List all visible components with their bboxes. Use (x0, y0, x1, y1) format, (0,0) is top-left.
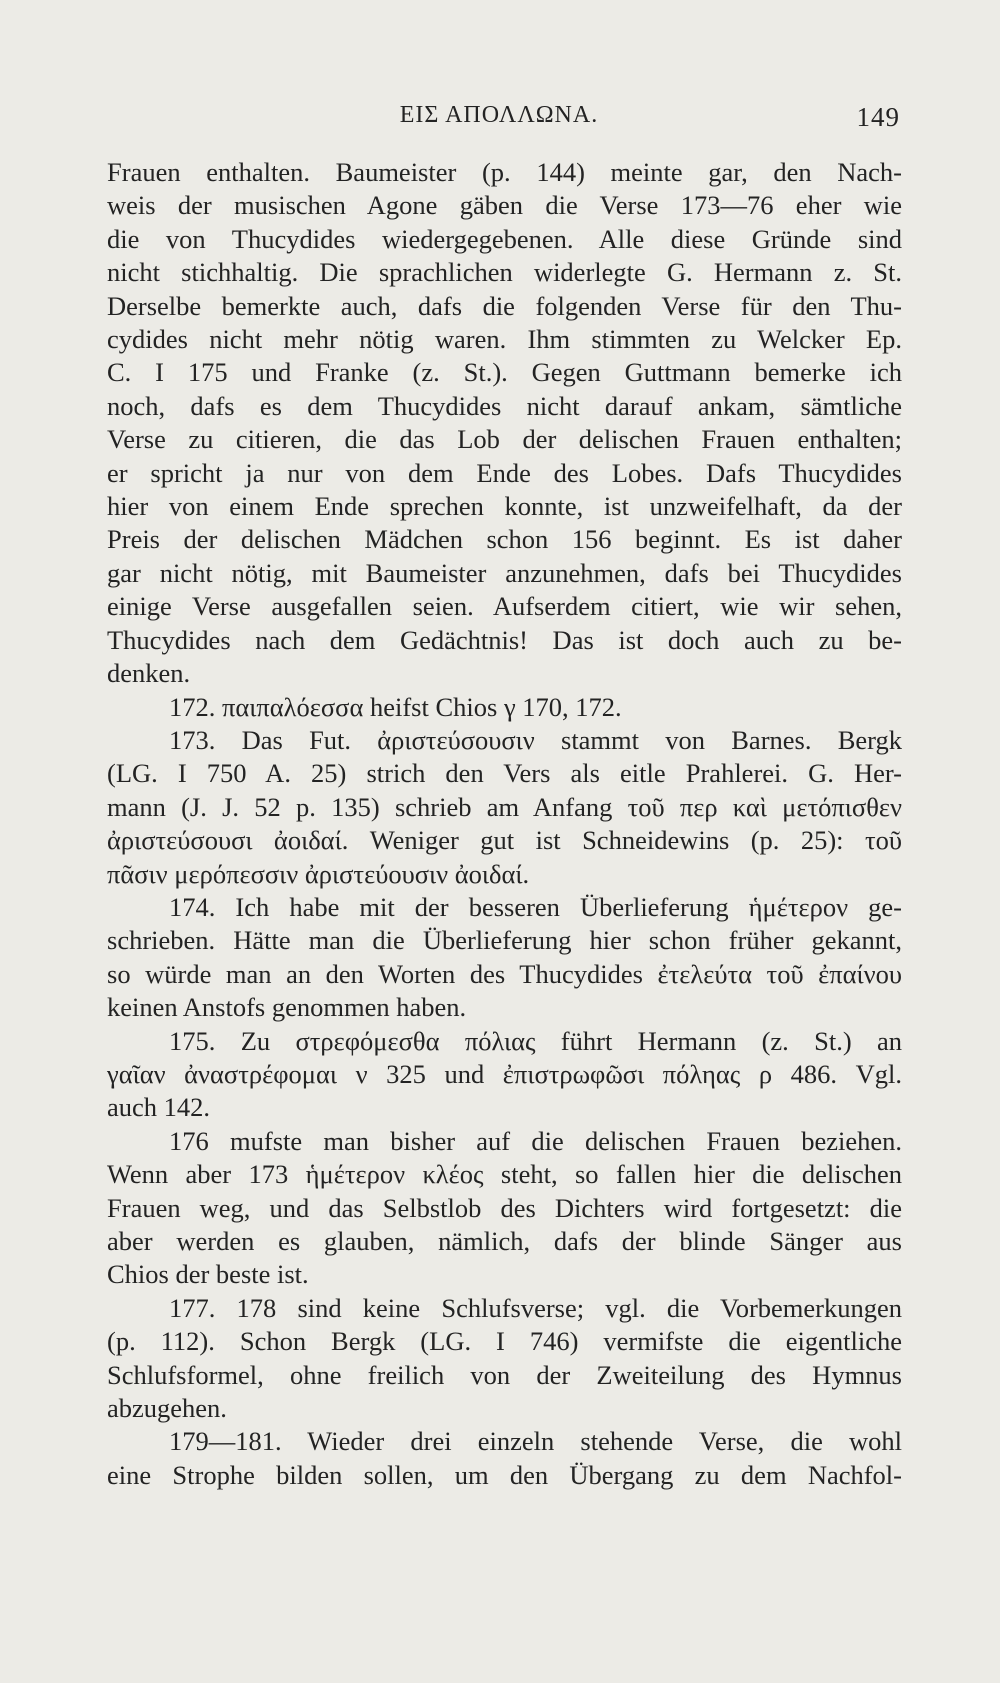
text-line: 176 mufste man bisher auf die delischen Frauen beziehen. (169, 1125, 902, 1156)
text-line: abzugehen. (107, 1393, 227, 1424)
paragraph (107, 1425, 902, 1492)
text-line: Derselbe bemerkte auch, dafs die folgenden Verse für den Thu- (107, 290, 902, 321)
text-line: 175. Zu στρεφόμεσθα πόλιας führt Hermann (z. St.) an (169, 1025, 902, 1056)
text-line: ἀριστεύσουσι ἀοιδαί. Weniger gut ist Schneidewins (p. 25): τοῦ (107, 825, 902, 856)
text-line: Thucydides nach dem Gedächtnis! Das ist doch auch zu be- (107, 624, 902, 655)
text-line: 177. 178 sind keine Schlufsverse; vgl. die Vorbemerkungen (169, 1292, 902, 1323)
text-line: schrieben. Hätte man die Überlieferung hier schon früher gekannt, (107, 925, 902, 956)
text-line: denken. (107, 658, 191, 689)
text-line: Preis der delischen Mädchen schon 156 beginnt. Es ist daher (107, 524, 902, 555)
text-line: (LG. I 750 A. 25) strich den Vers als eitle Prahlerei. G. Her- (107, 758, 902, 789)
text-line: eine Strophe bilden sollen, um den Übergang zu dem Nachfol- (107, 1459, 902, 1490)
paragraph (107, 156, 902, 691)
text-line: weis der musischen Agone gäben die Verse 173—76 eher wie (107, 190, 902, 221)
text-line: πᾶσιν μερόπεσσιν ἀριστεύουσιν ἀοιδαί. (107, 858, 530, 889)
text-line: Chios der beste ist. (107, 1259, 309, 1290)
running-title: ΕΙΣ ΑΠΟΛΛΩΝΑ. (399, 102, 599, 128)
running-head (98, 102, 900, 138)
text-line: Schlufsformel, ohne freilich von der Zweiteilung des Hymnus (107, 1359, 902, 1390)
text-line: so würde man an den Worten des Thucydides ἐτελεύτα τοῦ ἐπαίνου (107, 958, 902, 989)
text-line: noch, dafs es dem Thucydides nicht darauf ankam, sämtliche (107, 390, 902, 421)
text-line: 173. Das Fut. ἀριστεύσουσιν stammt von Barnes. Bergk (169, 724, 902, 755)
paragraph (107, 1025, 902, 1125)
text-line: auch 142. (107, 1092, 211, 1123)
text-line: mann (J. J. 52 p. 135) schrieb am Anfang τοῦ περ καὶ μετόπισθεν (107, 791, 902, 822)
text-line: einige Verse ausgefallen seien. Aufserdem citiert, wie wir sehen, (107, 591, 902, 622)
text-line: aber werden es glauben, nämlich, dafs der blinde Sänger aus (107, 1226, 902, 1256)
text-line: 174. Ich habe mit der besseren Überlieferung ἡμέτερον ge- (169, 891, 902, 922)
paragraph (107, 1292, 902, 1426)
paragraph (107, 1125, 902, 1292)
text-line: γαῖαν ἀναστρέφομαι ν 325 und ἐπιστρωφῶσι πόληας ρ 486. Vgl. (107, 1058, 902, 1089)
text-line: (p. 112). Schon Bergk (LG. I 746) vermifste die eigentliche (107, 1326, 902, 1357)
paragraph (107, 691, 902, 724)
text-line: keinen Anstofs genommen haben. (107, 992, 467, 1023)
page-number: 149 (856, 102, 900, 132)
text-line: die von Thucydides wiedergegebenen. Alle diese Gründe sind (107, 223, 902, 254)
text-line: Frauen enthalten. Baumeister (p. 144) meinte gar, den Nach- (107, 157, 902, 187)
text-line: 172. παιπαλόεσσα heifst Chios γ 170, 172. (169, 691, 622, 722)
text-line: er spricht ja nur von dem Ende des Lobes. Dafs Thucydides (107, 457, 902, 488)
text-line: C. I 175 und Franke (z. St.). Gegen Guttmann bemerke ich (107, 357, 902, 388)
text-line: gar nicht nötig, mit Baumeister anzunehmen, dafs bei Thucydides (107, 557, 902, 588)
text-line: cydides nicht mehr nötig waren. Ihm stimmten zu Welcker Ep. (107, 324, 902, 355)
text-line: Verse zu citieren, die das Lob der delischen Frauen enthalten; (107, 424, 902, 455)
text-line: nicht stichhaltig. Die sprachlichen widerlegte G. Hermann z. St. (107, 257, 902, 288)
text-line: hier von einem Ende sprechen konnte, ist unzweifelhaft, da der (107, 491, 902, 522)
body-text (107, 156, 902, 1492)
text-line: Frauen weg, und das Selbstlob des Dichters wird fortgesetzt: die (107, 1192, 902, 1223)
text-line: 179—181. Wieder drei einzeln stehende Verse, die wohl (169, 1426, 902, 1457)
paragraph (107, 724, 902, 891)
paragraph (107, 891, 902, 1025)
text-line: Wenn aber 173 ἡμέτερον κλέος steht, so fallen hier die delischen (107, 1159, 902, 1190)
